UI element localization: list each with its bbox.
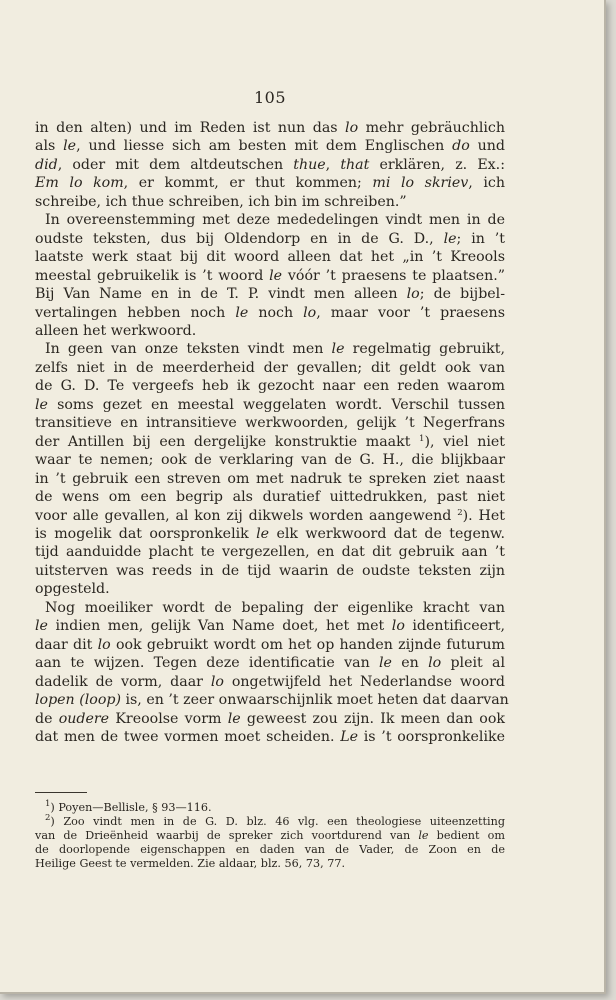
body-line: zelfs niet in de meerderheid der gevallen; dit geldt ook van (35, 359, 505, 376)
body-line: Nog moeiliker wordt de bepaling der eigenlike kracht van (45, 599, 505, 616)
body-line: alleen het werkwoord. (35, 322, 197, 339)
body-line: voor alle gevallen, al kon zij dikwels worden aangewend $^2$). Het (35, 507, 505, 524)
body-line: der Antillen bij een dergelijke konstruktie maakt $^1$), viel niet (35, 433, 506, 450)
body-line: laatste werk staat bij dit woord alleen dat het „in ’t Kreools (35, 249, 505, 266)
body-line: le soms gezet en meestal weggelaten wordt. Verschil tussen (35, 396, 505, 413)
footnote-line: van de Drieënheid waarbij de spreker zich voortdurend van le bedient om (35, 829, 505, 843)
body-line: transitieve en intransitieve werkwoorden, gelijk ’t Negerfrans (35, 415, 505, 432)
body-line: dadelik de vorm, daar lo ongetwijfeld het Nederlandse woord (35, 673, 505, 690)
body-line: In geen van onze teksten vindt men le regelmatig gebruikt, (45, 341, 505, 358)
body-line: schreibe, ich thue schreiben, ich bin im schreiben.” (35, 193, 407, 210)
body-line: meestal gebruikelik is ’t woord le vóór ’t praesens te plaatsen.” (35, 267, 505, 284)
body-line: daar dit lo ook gebruikt wordt om het op handen zijnde futurum (35, 636, 506, 653)
body-line: opgesteld. (35, 581, 110, 598)
footnote-line: $^1$) Poyen—Bellisle, § 93—116. (45, 799, 212, 814)
body-line: in den alten) und im Reden ist nun das lo mehr gebräuchlich (35, 120, 505, 136)
body-line: In overeenstemming met deze mededelingen vindt men in de (45, 212, 505, 229)
body-line: de oudere Kreoolse vorm le geweest zou zijn. Ik meen dan ook (35, 710, 505, 727)
footnote-line: $^2$) Zoo vindt men in de G. D. blz. 46 vlg. een theologiese uiteenzetting (45, 813, 505, 829)
body-line: Em lo kom, er kommt, er thut kommen; mi lo skriev, ich (35, 175, 506, 192)
body-line: waar te nemen; ook de verklaring van de G. H., die blijkbaar (35, 452, 505, 469)
body-line: le indien men, gelijk Van Name doet, het met lo identificeert, (35, 618, 505, 635)
body-text (35, 119, 509, 746)
body-line: de G. D. Te vergeefs heb ik gezocht naar een reden waarom (35, 378, 505, 395)
body-line: in ’t gebruik een streven om met nadruk te spreken ziet naast (35, 470, 505, 487)
body-line: lopen (loop) is, en ’t zeer onwaarschijnlik moet heten dat daarvan (35, 692, 509, 709)
footnote-line: Heilige Geest te vermelden. Zie aldaar, blz. 56, 73, 77. (35, 857, 346, 871)
page-number: 105 (253, 88, 287, 107)
body-line: tijd aanduidde placht te vergezellen, en dat dit gebruik aan ’t (35, 544, 505, 561)
body-line: did, oder mit dem altdeutschen thue, that erklären, z. Ex.: (35, 156, 505, 173)
body-line: uitsterven was reeds in de tijd waarin de oudste teksten zijn (35, 562, 505, 579)
footnotes (35, 801, 505, 871)
body-line: oudste teksten, dus bij Oldendorp en in de G. D., le; in ’t (35, 230, 505, 247)
body-line: aan te wijzen. Tegen deze identificatie van le en lo pleit al (35, 655, 506, 672)
body-line: als le, und liesse sich am besten mit dem Englischen do und (35, 138, 505, 155)
body-line: de wens om een begrip als duratief uittedrukken, past niet (35, 489, 505, 506)
body-line: dat men de twee vormen moet scheiden. Le is ’t oorspronkelike (35, 728, 505, 745)
body-line: is mogelik dat oorspronkelik le elk werkwoord dat de tegenw. (35, 525, 505, 542)
footnote-line: de doorlopende eigenschappen en daden van de Vader, de Zoon en de (35, 843, 505, 857)
body-line: Bij Van Name en in de T. P. vindt men alleen lo; de bijbel- (35, 286, 506, 303)
body-line: vertalingen hebben noch le noch lo, maar voor ’t praesens (35, 304, 505, 321)
footnote-separator (35, 792, 87, 793)
